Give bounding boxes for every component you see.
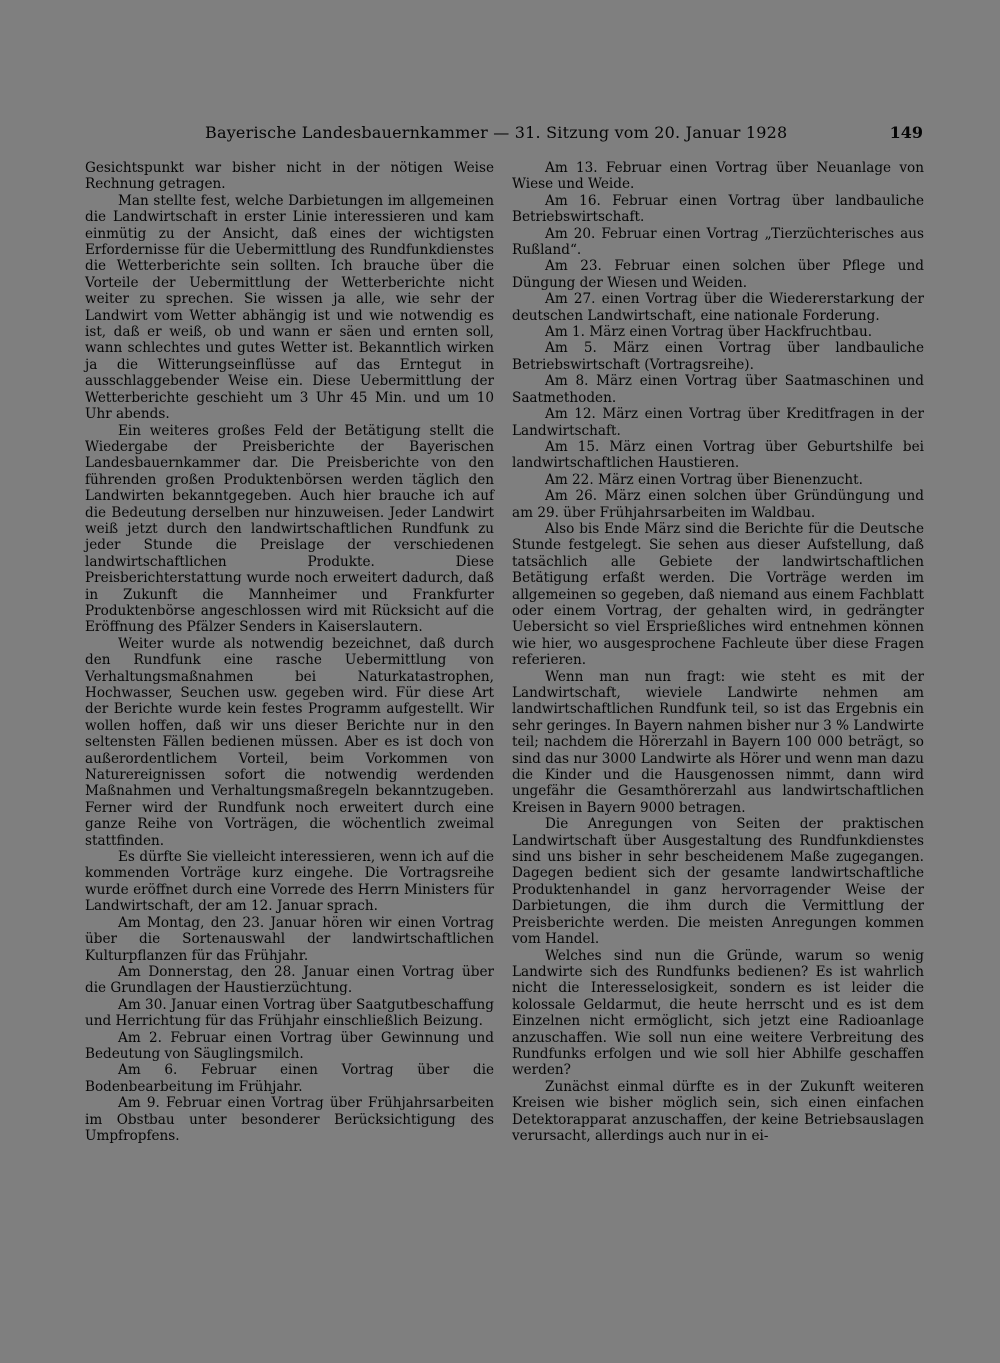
paragraph: Ein weiteres großes Feld der Betätigung stellt die Wiedergabe der Preisberichte der Bayerischen Landesbauernkammer dar. Die Preisberichte von den führenden großen Produktenbörsen werden täglich den Landwirten bekanntgegeben. Auch hier brauche ich auf die Bedeutung derselben nur hinzuweisen. Jeder Landwirt weiß jetzt durch den landwirtschaftlichen Rundfunk zu jeder Stunde die Preislage der verschiedenen landwirtschaftlichen Produkte. Diese Preisberichterstattung wurde noch erweitert dadurch, daß in Zukunft die Mannheimer und Frankfurter Produktenbörse angeschlossen wird mit Rücksicht auf die Eröffnung des Pfälzer Senders in Kaiserslautern. — [85, 422, 494, 636]
paragraph: Weiter wurde als notwendig bezeichnet, daß durch den Rundfunk eine rasche Uebermittlung von Verhaltungsmaßnahmen bei Naturkatastrophen, Hochwasser, Seuchen usw. gegeben wird. Für diese Art der Berichte wurde kein festes Programm aufgestellt. Wir wollen hoffen, daß wir uns dieser Berichte nur in den seltensten Fällen bedienen müssen. Aber es ist doch von außerordentlichem Vorteil, beim Vorkommen von Naturereignissen sofort die notwendig werdenden Maßnahmen und Verhaltungsmaßregeln bekanntzugeben. Ferner wird der Rundfunk noch erweitert durch eine ganze Reihe von Vorträgen, die wöchentlich zweimal stattfinden. — [85, 635, 494, 849]
paragraph: Am 26. März einen solchen über Gründüngung und am 29. über Frühjahrsarbeiten im Waldbau. — [512, 488, 924, 521]
left-column — [85, 160, 494, 1144]
paragraph: Am 22. März einen Vortrag über Bienenzucht. — [545, 471, 863, 488]
paragraph: Am 27. einen Vortrag über die Wiedererstarkung der deutschen Landwirtschaft, eine nationale Forderung. — [512, 291, 924, 324]
paragraph: Am 20. Februar einen Vortrag „Tierzüchterisches aus Rußland“. — [512, 225, 924, 259]
paragraph: Am 9. Februar einen Vortrag über Frühjahrsarbeiten im Obstbau unter besonderer Berücksichtigung des Umpfropfens. — [85, 1095, 494, 1144]
paragraph: Wenn man nun fragt: wie steht es mit der Landwirtschaft, wieviele Landwirte nehmen am landwirtschaftlichen Rundfunk teil, so ist das Ergebnis ein sehr geringes. In Bayern nahmen bisher nur 3 % Landwirte teil; nachdem die Hörerzahl in Bayern 100 000 beträgt, so sind das nur 3000 Landwirte als Hörer und wenn man dazu die Kinder und die Hausgenossen nimmt, dann wird ungefähr die Gesamthörerzahl aus landwirtschaftlichen Kreisen in Bayern 9000 betragen. — [512, 668, 924, 816]
paragraph: Zunächst einmal dürfte es in der Zukunft weiteren Kreisen wie bisher möglich sein, sich einen einfachen Detektorapparat anzuschaffen, der keine Betriebsauslagen verursacht, allerdings auch nur in ei- — [512, 1078, 924, 1144]
paragraph: Am 8. März einen Vortrag über Saatmaschinen und Saatmethoden. — [512, 373, 924, 406]
paragraph: Am 5. März einen Vortrag über landbauliche Betriebswirtschaft (Vortragsreihe). — [512, 340, 924, 373]
paragraph: Am Donnerstag, den 28. Januar einen Vortrag über die Grundlagen der Haustierzüchtung. — [85, 963, 494, 997]
paragraph: Am 2. Februar einen Vortrag über Gewinnung und Bedeutung von Säuglingsmilch. — [85, 1029, 494, 1062]
paragraph: Am Montag, den 23. Januar hören wir einen Vortrag über die Sortenauswahl der landwirtschaftlichen Kulturpflanzen für das Frühjahr. — [85, 914, 494, 964]
paragraph: Am 1. März einen Vortrag über Hackfruchtbau. — [545, 324, 873, 341]
paragraph: Am 13. Februar einen Vortrag über Neuanlage von Wiese und Weide. — [512, 160, 924, 193]
paragraph: Gesichtspunkt war bisher nicht in der nötigen Weise Rechnung getragen. — [85, 160, 494, 193]
page-number: 149 — [889, 123, 923, 142]
paragraph: Man stellte fest, welche Darbietungen im allgemeinen die Landwirtschaft in erster Linie interessieren und kam einmütig zu der Ansicht, daß eines der wichtigsten Erfordernisse für die Uebermittlung des Rundfunkdienstes die Wetterberichte sein sollten. Ich brauche über die Vorteile der Uebermittlung der Wetterberichte nicht weiter zu sprechen. Sie wissen ja alle, wie sehr der Landwirt vom Wetter abhängig ist und wie notwendig es ist, daß er weiß, ob und wann er säen und ernten soll, wann schlechtes und gutes Wetter ist. Bekanntlich wirken ja die Witterungseinflüsse auf das Erntegut in ausschlaggebender Weise ein. Diese Uebermittlung der Wetterberichte geschieht um 3 Uhr 45 Min. und um 10 Uhr abends. — [85, 192, 494, 423]
paragraph: Am 6. Februar einen Vortrag über die Bodenbearbeitung im Frühjahr. — [85, 1062, 494, 1095]
paragraph: Am 16. Februar einen Vortrag über landbauliche Betriebswirtschaft. — [512, 192, 924, 226]
right-column — [512, 160, 924, 1144]
paragraph: Die Anregungen von Seiten der praktischen Landwirtschaft über Ausgestaltung des Rundfunkdienstes sind uns bisher in sehr bescheidenem Maße zugegangen. Dagegen bedient sich der gesamte landwirtschaftliche Produktenhandel in ganz hervorragender Weise der Darbietungen, die ihm durch die Vermittlung der Preisberichte werden. Die meisten Anregungen kommen vom Handel. — [512, 816, 924, 948]
header-title: Bayerische Landesbauernkammer — 31. Sitzung vom 20. Januar 1928 — [205, 123, 788, 142]
paragraph: Also bis Ende März sind die Berichte für die Deutsche Stunde festgelegt. Sie sehen aus dieser Aufstellung, daß tatsächlich alle Gebiete der landwirtschaftlichen Betätigung erfaßt werden. Die Vorträge werden im allgemeinen so gegeben, daß niemand aus einem Fachblatt oder einem Vortrag, der gehalten wird, in gedrängter Uebersicht so viel Ersprießliches wird entnehmen können wie hier, wo ausgesprochene Fachleute über diese Fragen referieren. — [512, 520, 924, 669]
paragraph: Am 12. März einen Vortrag über Kreditfragen in der Landwirtschaft. — [512, 406, 924, 439]
paragraph: Am 30. Januar einen Vortrag über Saatgutbeschaffung und Herrichtung für das Frühjahr einschließlich Beizung. — [85, 996, 494, 1030]
paragraph: Welches sind nun die Gründe, warum so wenig Landwirte sich des Rundfunks bedienen? Es ist wahrlich nicht die Interesselosigkeit, sondern es ist leider die kolossale Geldarmut, die heute herrscht und es ist dem Einzelnen nicht ermöglicht, sich jetzt eine Radioanlage anzuschaffen. Wie soll nun eine weitere Verbreitung des Rundfunks erfolgen und wie soll hier Abhilfe geschaffen werden? — [512, 947, 924, 1079]
paragraph: Es dürfte Sie vielleicht interessieren, wenn ich auf die kommenden Vorträge kurz eingehe. Die Vortragsreihe wurde eröffnet durch eine Vorrede des Herrn Ministers für Landwirtschaft, der am 12. Januar sprach. — [85, 849, 494, 915]
paragraph: Am 23. Februar einen solchen über Pflege und Düngung der Wiesen und Weiden. — [512, 258, 924, 291]
running-header — [205, 123, 925, 147]
paragraph: Am 15. März einen Vortrag über Geburtshilfe bei landwirtschaftlichen Haustieren. — [512, 438, 924, 472]
